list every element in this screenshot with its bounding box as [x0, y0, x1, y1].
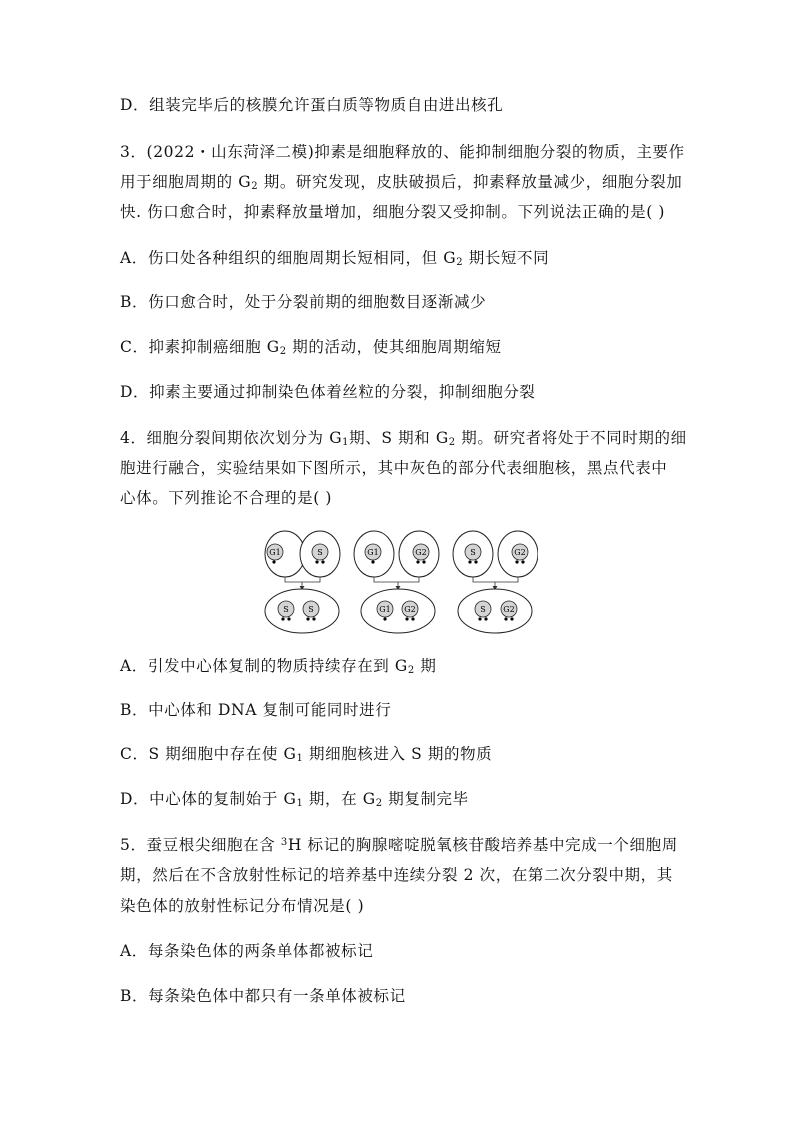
q5-stem-line2: 期，然后在不含放射性标记的培养基中连续分裂 2 次，在第二次分裂中期，其 — [120, 866, 673, 884]
q4-option-a: A．引发中心体复制的物质持续存在到 $G_2$ 期 — [120, 657, 437, 676]
q4-stem-line2: 胞进行融合，实验结果如下图所示，其中灰色的部分代表细胞核，黑点代表中 — [120, 459, 668, 477]
fusion-pair-1 — [265, 531, 340, 633]
cell-label: S — [283, 605, 289, 614]
q4-option-b: B．中心体和 DNA 复制可能同时进行 — [120, 701, 392, 719]
q4-stem-line3: 心体。下列推论不合理的是( ) — [120, 489, 333, 507]
q3-option-c: C．抑素抑制癌细胞 $G_2$ 期的活动，使其细胞周期缩短 — [120, 338, 502, 357]
cell-label: G1 — [379, 605, 391, 614]
q5-option-a: A．每条染色体的两条单体都被标记 — [120, 942, 374, 960]
cell-label: G1 — [269, 548, 281, 557]
cell-label: S — [317, 548, 323, 557]
q3-option-d: D．抑素主要通过抑制染色体着丝粒的分裂，抑制细胞分裂 — [120, 383, 536, 401]
cell-label: S — [480, 605, 486, 614]
q5-stem-line3: 染色体的放射性标记分布情况是( ) — [120, 897, 365, 915]
q2-option-d: D．组装完毕后的核膜允许蛋白质等物质自由进出核孔 — [120, 96, 504, 114]
q4-stem-line1: 4．细胞分裂间期依次划分为 $G_1$期、S 期和 $G_2$ 期。研究者将处于不同时期的细 — [120, 429, 687, 448]
q5-stem-line1: 5．蚕豆根尖细胞在含 $^3$H 标记的胸腺嘧啶脱氧核苷酸培养基中完成一个细胞周 — [120, 836, 678, 854]
q3-stem-line1: 3．(2022・山东菏泽二模)抑素是细胞释放的、能抑制细胞分裂的物质，主要作 — [120, 143, 685, 161]
cell-label: G2 — [404, 605, 416, 614]
fusion-pair-3 — [453, 531, 538, 633]
q4-option-d: D．中心体的复制始于 $G_1$ 期，在 $G_2$ 期复制完毕 — [120, 790, 469, 809]
q3-option-a: A．伤口处各种组织的细胞周期长短相同，但 $G_2$ 期长短不同 — [120, 249, 550, 268]
cell-label: S — [470, 548, 476, 557]
cell-label: G2 — [415, 548, 427, 557]
q5-option-b: B．每条染色体中都只有一条单体被标记 — [120, 987, 406, 1005]
q3-stem-line3: 快. 伤口愈合时，抑素释放量增加，细胞分裂又受抑制。下列说法正确的是( ) — [120, 203, 666, 221]
cell-label: G2 — [503, 605, 515, 614]
cell-fusion-diagram — [258, 528, 538, 638]
fusion-pair-2 — [354, 531, 439, 633]
q3-stem-line2: 用于细胞周期的 $G_2$ 期。研究发现，皮肤破损后，抑素释放量减少，细胞分裂加 — [120, 173, 683, 192]
q3-option-b: B．伤口愈合时，处于分裂前期的细胞数目逐渐减少 — [120, 293, 487, 311]
cell-label: S — [308, 605, 314, 614]
q4-option-c: C．S 期细胞中存在使 $G_1$ 期细胞核进入 S 期的物质 — [120, 745, 493, 764]
cell-label: G1 — [367, 548, 379, 557]
cell-label: G2 — [514, 548, 526, 557]
